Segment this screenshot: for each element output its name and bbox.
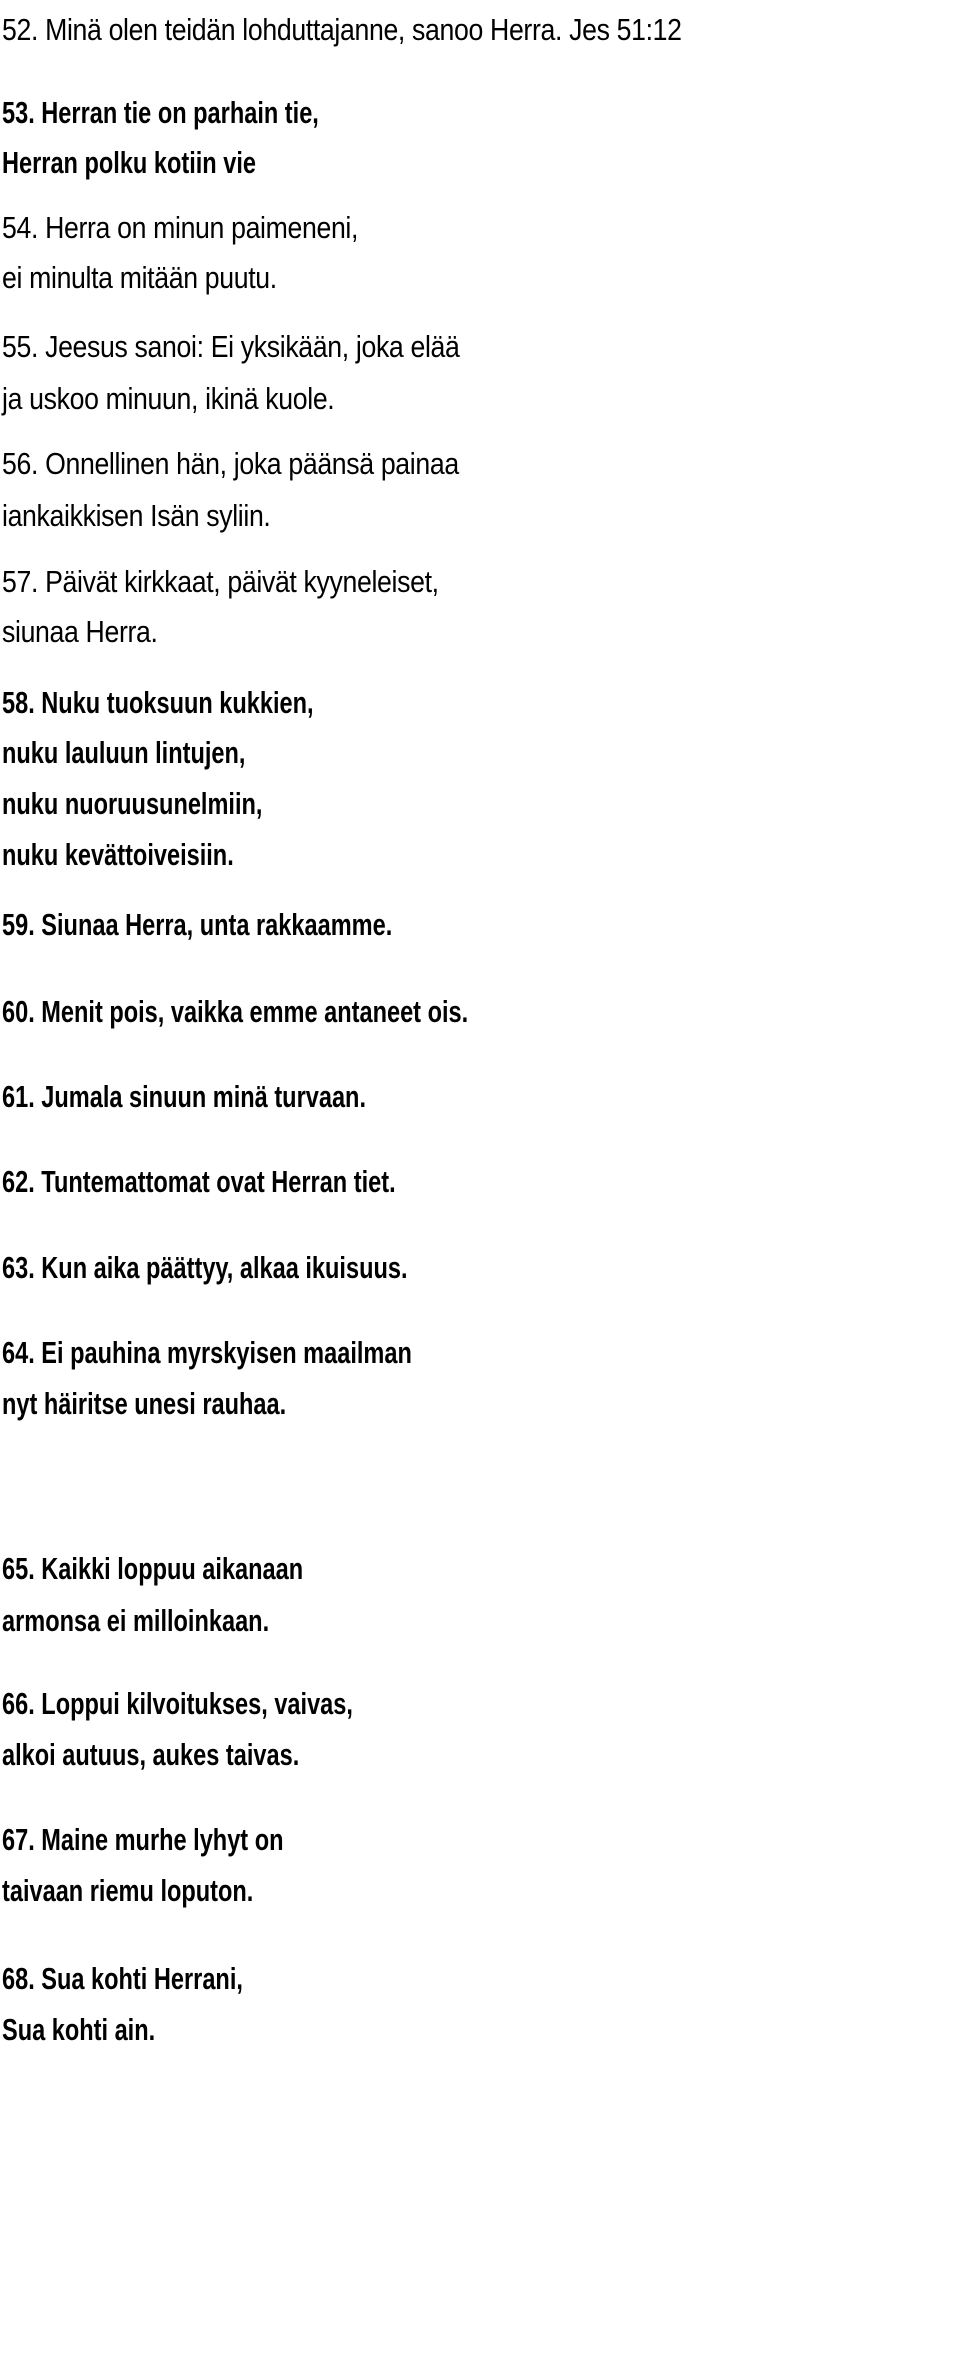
verse-62-line-1: 62. Tuntemattomat ovat Herran tiet.	[2, 1164, 396, 1199]
verse-58-line-4: nuku kevättoiveisiin.	[2, 837, 234, 872]
verse-57-line-1: 57. Päivät kirkkaat, päivät kyyneleiset,	[2, 564, 439, 599]
verse-66-line-2: alkoi autuus, aukes taivas.	[2, 1737, 300, 1772]
verse-68-line-2: Sua kohti ain.	[2, 2012, 156, 2047]
verse-67-line-1: 67. Maine murhe lyhyt on	[2, 1822, 284, 1857]
verse-56-line-2: iankaikkisen Isän syliin.	[2, 498, 271, 533]
verse-68-line-1: 68. Sua kohti Herrani,	[2, 1961, 243, 1996]
verse-65-line-1: 65. Kaikki loppuu aikanaan	[2, 1551, 304, 1586]
verse-57-line-2: siunaa Herra.	[2, 614, 158, 649]
verse-67-line-2: taivaan riemu loputon.	[2, 1873, 254, 1908]
verse-54-line-2: ei minulta mitään puutu.	[2, 260, 277, 295]
verse-64-line-1: 64. Ei pauhina myrskyisen maailman	[2, 1335, 412, 1370]
verse-60-line-1: 60. Menit pois, vaikka emme antaneet ois.	[2, 994, 469, 1029]
verse-59-line-1: 59. Siunaa Herra, unta rakkaamme.	[2, 907, 393, 942]
verse-66-line-1: 66. Loppui kilvoitukses, vaivas,	[2, 1686, 353, 1721]
verse-64-line-2: nyt häiritse unesi rauhaa.	[2, 1386, 287, 1421]
verse-56-line-1: 56. Onnellinen hän, joka päänsä painaa	[2, 446, 459, 481]
verse-61-line-1: 61. Jumala sinuun minä turvaan.	[2, 1079, 366, 1114]
verse-54-line-1: 54. Herra on minun paimeneni,	[2, 210, 359, 245]
verse-52-line-1: 52. Minä olen teidän lohduttajanne, sanoo Herra. Jes 51:12	[2, 12, 682, 47]
verse-63-line-1: 63. Kun aika päättyy, alkaa ikuisuus.	[2, 1250, 408, 1285]
verse-58-line-2: nuku lauluun lintujen,	[2, 735, 246, 770]
verse-55-line-2: ja uskoo minuun, ikinä kuole.	[2, 381, 335, 416]
verse-53-line-2: Herran polku kotiin vie	[2, 145, 256, 180]
verse-65-line-2: armonsa ei milloinkaan.	[2, 1603, 270, 1638]
verse-53-line-1: 53. Herran tie on parhain tie,	[2, 95, 319, 130]
verse-58-line-3: nuku nuoruusunelmiin,	[2, 786, 263, 821]
verse-58-line-1: 58. Nuku tuoksuun kukkien,	[2, 685, 314, 720]
verse-55-line-1: 55. Jeesus sanoi: Ei yksikään, joka elää	[2, 329, 460, 364]
